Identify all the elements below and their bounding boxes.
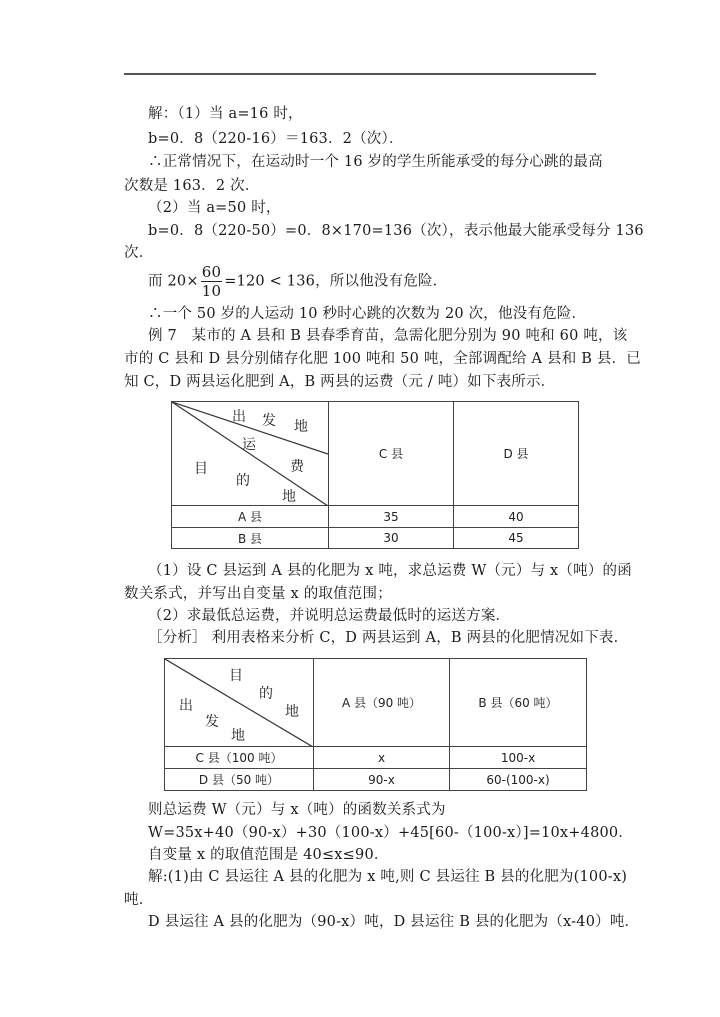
corner-label: 费 [290, 459, 304, 475]
corner-label: 的 [259, 686, 273, 702]
column-header: D 县 [454, 402, 579, 506]
row-header: A 县 [172, 506, 329, 528]
text-line: 解:(1)由 C 县运往 A 县的化肥为 x 吨,则 C 县运往 B 县的化肥为(100-x) [148, 869, 628, 885]
freight-cost-table [171, 401, 579, 549]
table-row [172, 528, 579, 549]
text-line: （1）设 C 县运到 A 县的化肥为 x 吨，求总运费 W（元）与 x（吨）的函 [148, 563, 632, 579]
fraction-numerator: 60 [201, 263, 222, 281]
fraction-suffix: =120 < 136，所以他没有危险． [224, 273, 448, 290]
table-cell: 35 [329, 506, 454, 528]
text-line: 例 7 某市的 A 县和 B 县春季育苗，急需化肥分别为 90 吨和 60 吨，该 [148, 328, 628, 344]
text-line: b=0．8（220-50）=0．8×170=136（次），表示他最大能承受每分 136 [148, 223, 644, 239]
row-header: D 县（50 吨） [165, 769, 314, 791]
diagonal-header-cell [165, 659, 314, 747]
row-header: C 县（100 吨） [165, 747, 314, 769]
text-line: 次数是 163．2 次． [124, 178, 260, 194]
corner-label: 的 [236, 473, 250, 489]
text-line: 解：（1）当 a=16 时， [148, 106, 303, 122]
fraction-line [148, 263, 447, 300]
table-cell: 100-x [450, 747, 587, 769]
text-line: 自变量 x 的取值范围是 40≤x≤90． [148, 847, 389, 863]
text-line: 则总运费 W（元）与 x（吨）的函数关系式为 [148, 802, 446, 818]
diagonal-header-cell [172, 402, 329, 506]
column-header: C 县 [329, 402, 454, 506]
corner-label: 地 [294, 419, 308, 435]
text-line: 次． [124, 245, 154, 261]
table-cell: 45 [454, 528, 579, 549]
table-cell: 60-(100-x) [450, 769, 587, 791]
corner-label: 出 [232, 409, 246, 425]
fertilizer-allocation-table [164, 658, 587, 791]
text-line: W=35x+40（90-x）+30（100-x）+45[60-（100-x）]=10x+4800． [148, 825, 634, 841]
text-line: 市的 C 县和 D 县分别储存化肥 100 吨和 50 吨，全部调配给 A 县和 B 县．已 [124, 351, 641, 367]
text-line: ∴一个 50 岁的人运动 10 秒时心跳的次数为 20 次，他没有危险． [148, 306, 587, 322]
table-cell: x [314, 747, 450, 769]
text-line: （2）求最低总运费，并说明总运费最低时的运送方案． [148, 608, 511, 624]
fraction-denominator: 10 [201, 282, 222, 300]
column-header: A 县（90 吨） [314, 659, 450, 747]
corner-label: 目 [194, 461, 208, 477]
fraction-prefix: 而 20× [148, 273, 199, 290]
corner-label: 地 [285, 704, 299, 720]
text-line: ［分析］ 利用表格来分析 C，D 两县运到 A，B 两县的化肥情况如下表． [148, 630, 629, 646]
text-line: ∴正常情况下，在运动时一个 16 岁的学生所能承受的每分心跳的最高 [148, 154, 603, 170]
corner-label: 运 [242, 437, 256, 453]
text-line: 数关系式，并写出自变量 x 的取值范围； [124, 586, 392, 602]
table-row [165, 769, 587, 791]
table-row [172, 506, 579, 528]
text-line: 吨． [124, 892, 154, 908]
table-cell: 30 [329, 528, 454, 549]
text-line: 知 C，D 两县运化肥到 A，B 两县的运费（元 / 吨）如下表所示． [124, 374, 556, 390]
header-rule [124, 73, 596, 75]
table-row [165, 747, 587, 769]
corner-label: 发 [262, 413, 276, 429]
column-header: B 县（60 吨） [450, 659, 587, 747]
corner-label: 出 [179, 698, 193, 714]
fraction [201, 263, 223, 300]
corner-label: 目 [229, 668, 243, 684]
row-header: B 县 [172, 528, 329, 549]
text-line: （2）当 a=50 时， [148, 200, 281, 216]
table-cell: 90-x [314, 769, 450, 791]
corner-label: 发 [205, 714, 219, 730]
text-line: D 县运往 A 县的化肥为（90-x）吨，D 县运往 B 县的化肥为（x-40）吨． [148, 914, 640, 930]
corner-label: 地 [282, 489, 296, 505]
text-line: b=0．8（220-16）＝163．2（次）． [148, 131, 404, 147]
table-cell: 40 [454, 506, 579, 528]
corner-label: 地 [231, 728, 245, 744]
